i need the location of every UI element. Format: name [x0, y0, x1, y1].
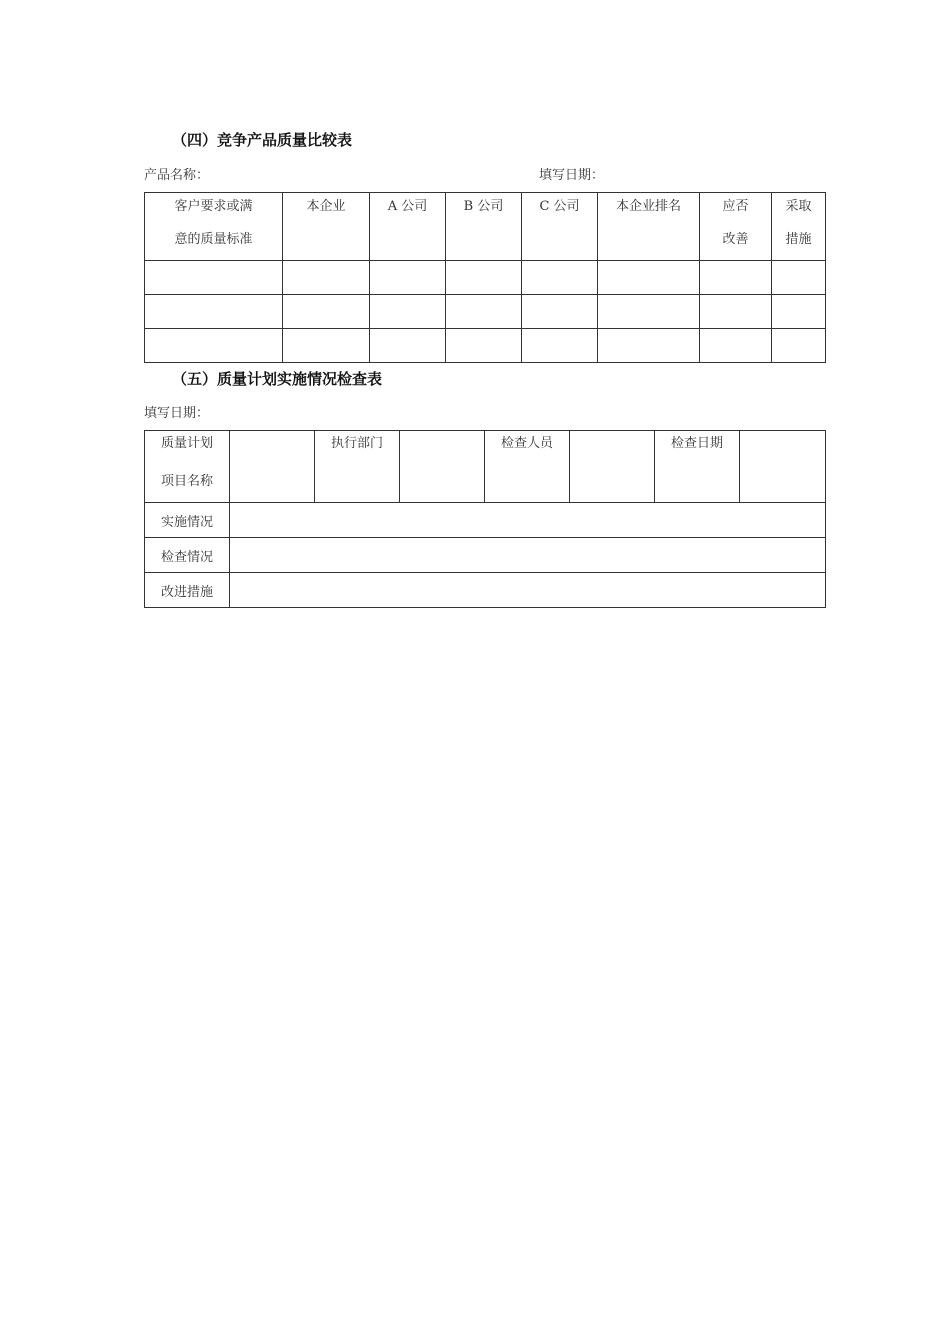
table-cell[interactable] [522, 295, 598, 329]
table-row [145, 503, 826, 538]
table-cell[interactable] [446, 261, 522, 295]
quality-plan-check-table [144, 430, 826, 608]
header-own-company: 本企业 [283, 193, 370, 261]
table-row [145, 573, 826, 608]
table-cell[interactable] [522, 329, 598, 363]
header-should-improve: 应否 改善 [700, 193, 772, 261]
table-cell[interactable] [446, 295, 522, 329]
table-cell[interactable] [446, 329, 522, 363]
table-cell[interactable] [772, 329, 826, 363]
check-date-label: 检查日期 [655, 431, 740, 503]
plan-item-label: 质量计划 项目名称 [145, 431, 230, 503]
header-company-a: A 公司 [370, 193, 446, 261]
header-company-b: B 公司 [446, 193, 522, 261]
table-row [145, 538, 826, 573]
table-cell[interactable] [145, 261, 283, 295]
inspector-label: 检查人员 [485, 431, 570, 503]
section4-fill-date-label: 填写日期： [539, 168, 605, 183]
exec-dept-label: 执行部门 [315, 431, 400, 503]
table-row [145, 261, 826, 295]
product-name-label: 产品名称： [144, 168, 210, 183]
table-cell[interactable] [522, 261, 598, 295]
exec-dept-value[interactable] [400, 431, 485, 503]
table-cell[interactable] [772, 261, 826, 295]
table-header-row [145, 193, 826, 261]
inspection-value[interactable] [230, 538, 826, 573]
table-cell[interactable] [370, 295, 446, 329]
improvement-value[interactable] [230, 573, 826, 608]
table-cell[interactable] [370, 261, 446, 295]
section4-title: （四）竞争产品质量比较表 [172, 131, 353, 149]
table-cell[interactable] [145, 329, 283, 363]
section5-title: （五）质量计划实施情况检查表 [172, 370, 383, 388]
table-row [145, 295, 826, 329]
table-cell[interactable] [283, 329, 370, 363]
table-cell[interactable] [700, 261, 772, 295]
competitive-quality-table [144, 192, 826, 363]
table-row [145, 329, 826, 363]
header-measures: 采取 措施 [772, 193, 826, 261]
table-cell[interactable] [772, 295, 826, 329]
improvement-label: 改进措施 [145, 573, 230, 608]
table-cell[interactable] [598, 329, 700, 363]
table-cell[interactable] [283, 295, 370, 329]
header-own-ranking: 本企业排名 [598, 193, 700, 261]
implementation-label: 实施情况 [145, 503, 230, 538]
header-company-c: C 公司 [522, 193, 598, 261]
inspection-label: 检查情况 [145, 538, 230, 573]
table-cell[interactable] [700, 295, 772, 329]
plan-item-value[interactable] [230, 431, 315, 503]
header-quality-standard: 客户要求或满 意的质量标准 [145, 193, 283, 261]
table-header-row [145, 431, 826, 503]
table-cell[interactable] [145, 295, 283, 329]
implementation-value[interactable] [230, 503, 826, 538]
table-cell[interactable] [283, 261, 370, 295]
check-date-value[interactable] [740, 431, 826, 503]
table-cell[interactable] [598, 261, 700, 295]
table-cell[interactable] [370, 329, 446, 363]
table-cell[interactable] [598, 295, 700, 329]
section5-fill-date-label: 填写日期： [144, 406, 210, 421]
table-cell[interactable] [700, 329, 772, 363]
inspector-value[interactable] [570, 431, 655, 503]
